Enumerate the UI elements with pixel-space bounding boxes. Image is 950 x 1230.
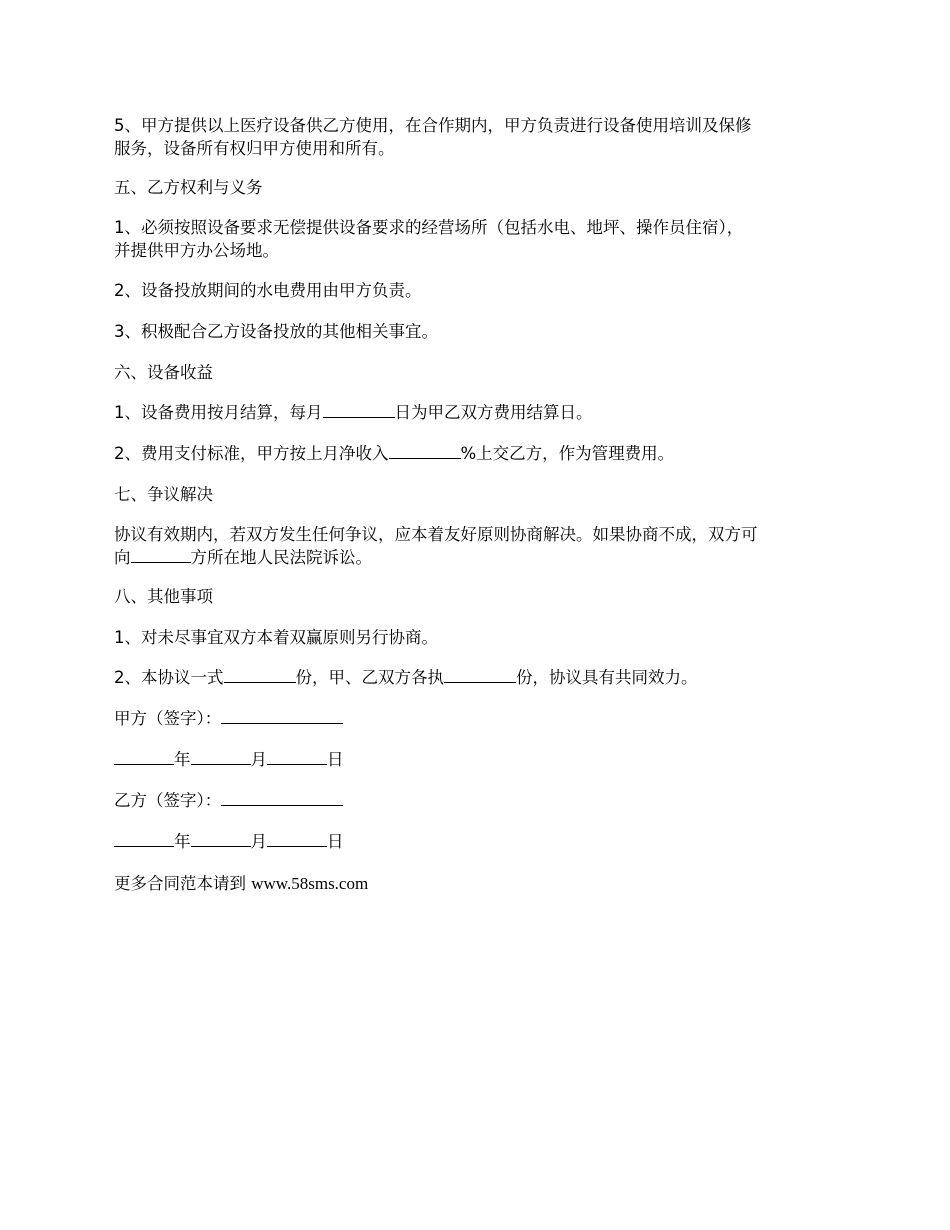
party-a-month-label: 月 xyxy=(250,750,267,769)
party-b-signature-label: 乙方（签字）： xyxy=(114,791,222,810)
party-b-clause-1-line-1: 1、必须按照设备要求无偿提供设备要求的经营场所（包括水电、地坪、操作员住宿）， xyxy=(114,218,744,237)
other-clause-1: 1、对未尽事宜双方本着双赢原则另行协商。 xyxy=(114,628,438,647)
court-party-blank[interactable] xyxy=(131,547,191,563)
dispute-line-2 xyxy=(114,546,844,569)
party-a-signature xyxy=(114,707,844,730)
party-b-month-label: 月 xyxy=(250,832,267,851)
dispute-line-2-pre: 向 xyxy=(114,548,131,567)
party-b-year-blank[interactable] xyxy=(114,831,174,847)
party-b-clause-1-line-2: 并提供甲方办公场地。 xyxy=(114,241,279,260)
party-b-clause-3: 3、积极配合乙方设备投放的其他相关事宜。 xyxy=(114,322,438,341)
party-a-year-label: 年 xyxy=(174,750,191,769)
other-clause-2-post: 份，协议具有共同效力。 xyxy=(516,668,698,687)
party-a-signature-label: 甲方（签字）： xyxy=(114,709,222,728)
section-heading-8: 八、其他事项 xyxy=(114,587,213,606)
footer-link[interactable]: www.58sms.com xyxy=(251,874,369,893)
revenue-clause-2-post: %上交乙方，作为管理费用。 xyxy=(460,444,675,463)
section-heading-5: 五、乙方权利与义务 xyxy=(114,178,263,197)
percent-blank[interactable] xyxy=(389,443,461,459)
party-a-month-blank[interactable] xyxy=(191,749,251,765)
section-heading-6: 六、设备收益 xyxy=(114,363,213,382)
party-a-day-label: 日 xyxy=(327,750,344,769)
party-b-date xyxy=(114,830,844,853)
other-clause-2-mid: 份，甲、乙双方各执 xyxy=(295,668,444,687)
other-clause-2 xyxy=(114,666,844,689)
settlement-day-blank[interactable] xyxy=(323,402,395,418)
party-b-month-blank[interactable] xyxy=(191,831,251,847)
revenue-clause-1 xyxy=(114,401,844,424)
party-a-year-blank[interactable] xyxy=(114,749,174,765)
clause-5-line-2: 服务，设备所有权归甲方使用和所有。 xyxy=(114,139,395,158)
footer-line xyxy=(114,872,844,895)
revenue-clause-1-post: 日为甲乙双方费用结算日。 xyxy=(394,403,593,422)
party-b-day-label: 日 xyxy=(327,832,344,851)
party-b-signature xyxy=(114,789,844,812)
footer-text: 更多合同范本请到 xyxy=(114,874,252,893)
party-b-clause-2: 2、设备投放期间的水电费用由甲方负责。 xyxy=(114,281,422,300)
revenue-clause-2-pre: 2、费用支付标准，甲方按上月净收入 xyxy=(114,444,389,463)
revenue-clause-2 xyxy=(114,442,844,465)
party-a-date xyxy=(114,748,844,771)
party-a-day-blank[interactable] xyxy=(267,749,327,765)
clause-5-line-1: 5、甲方提供以上医疗设备供乙方使用，在合作期内，甲方负责进行设备使用培训及保修 xyxy=(114,116,752,135)
copies-total-blank[interactable] xyxy=(224,667,296,683)
section-heading-7: 七、争议解决 xyxy=(114,485,213,504)
revenue-clause-1-pre: 1、设备费用按月结算，每月 xyxy=(114,403,323,422)
party-b-day-blank[interactable] xyxy=(267,831,327,847)
party-a-signature-blank[interactable] xyxy=(221,708,343,724)
party-b-signature-blank[interactable] xyxy=(221,790,343,806)
dispute-line-2-post: 方所在地人民法院诉讼。 xyxy=(190,548,372,567)
copies-each-blank[interactable] xyxy=(444,667,516,683)
party-b-year-label: 年 xyxy=(174,832,191,851)
other-clause-2-pre: 2、本协议一式 xyxy=(114,668,224,687)
dispute-line-1: 协议有效期内，若双方发生任何争议，应本着友好原则协商解决。如果协商不成，双方可 xyxy=(114,525,758,544)
